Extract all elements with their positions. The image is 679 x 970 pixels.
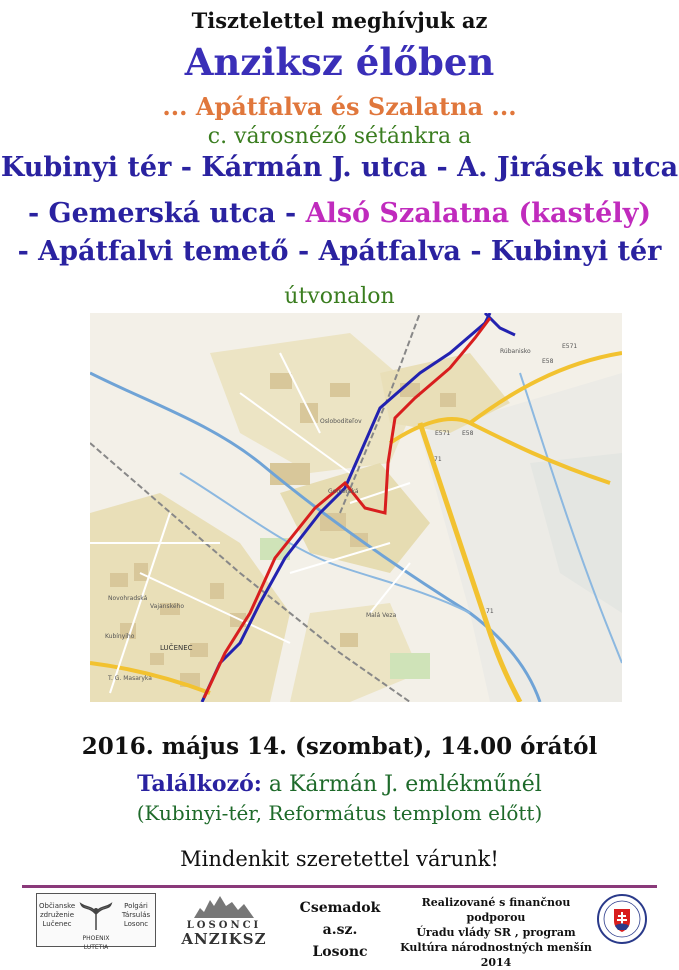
- map-label-e58-a: E58: [542, 358, 554, 365]
- map-label-lucenec: LUČENEC: [160, 644, 193, 652]
- funding-line-3: Kultúra národnostných menšín 2014: [400, 941, 592, 969]
- map-label-mala-veza: Malá Veza: [366, 612, 397, 619]
- map-label-rubanisko: Rúbanisko: [500, 348, 531, 355]
- map-label-kubinyiho: Kubínyiho: [105, 633, 135, 640]
- map-label-e571-b: E571: [435, 430, 451, 437]
- slovak-government-crest-icon: [596, 893, 648, 945]
- funding-line-2: Úradu vlády SR , program: [416, 926, 576, 939]
- map-label-e58-b: E58: [462, 430, 474, 437]
- meeting-label: Találkozó:: [137, 771, 262, 797]
- footer-divider: [22, 885, 657, 888]
- logo1-mid-text: PHOENIX LUTETIA: [82, 935, 110, 951]
- invitation-intro: Tisztelettel meghívjuk az: [191, 8, 488, 33]
- logo2-top-text: LOSONCI: [186, 920, 262, 931]
- map-label-gemerska: Gemerská: [328, 488, 359, 495]
- map-label-novohradska: Novohradská: [108, 595, 148, 602]
- funding-note: [398, 895, 594, 970]
- town-skyline-icon: [192, 892, 256, 920]
- meeting-place: a Kármán J. emlékműnél: [261, 772, 542, 797]
- route-map: [90, 313, 622, 702]
- map-label-71-a: 71: [434, 456, 442, 463]
- map-graphic: [90, 313, 622, 702]
- losonci-anziksz-logo: [178, 892, 270, 948]
- phoenix-bird-icon: [79, 900, 113, 934]
- organizer: [280, 897, 400, 963]
- route-line-1: Kubinyi tér - Kármán J. utca - A. Jirásek utca: [0, 152, 679, 183]
- phoenix-lutetia-logo: [36, 893, 156, 951]
- event-subtitle: ... Apátfalva és Szalatna ...: [162, 92, 517, 121]
- meeting-detail: (Kubinyi-tér, Református templom előtt): [136, 801, 543, 825]
- route-outro: útvonalon: [284, 284, 395, 309]
- event-title: Anziksz élőben: [184, 40, 495, 84]
- logo1-right-text: Polgári Társulás Losonc: [121, 902, 151, 928]
- organizer-city: Losonc: [312, 944, 368, 960]
- map-label-e571-a: E571: [562, 343, 578, 350]
- organizer-name: Csemadok a.sz.: [299, 900, 381, 938]
- map-label-71-b: 71: [486, 608, 494, 615]
- map-label-osloboditelov: Osloboditeľov: [320, 418, 362, 425]
- route-line-2-part-a: - Gemerská utca -: [27, 198, 306, 229]
- route-line-2-part-b: Alsó Szalatna (kastély): [305, 198, 652, 229]
- map-label-vajanskeho: Vajanského: [150, 603, 185, 610]
- funding-line-1: Realizované s finančnou podporou: [421, 896, 571, 924]
- welcome-message: Mindenkit szeretettel várunk!: [180, 847, 499, 871]
- logo1-left-text: Občianske združenie Lučenec: [39, 902, 76, 928]
- walk-intro: c. városnéző sétánkra a: [207, 124, 472, 149]
- route-line-2: [0, 198, 679, 229]
- meeting-point: [0, 771, 679, 797]
- map-label-masaryka: T. G. Masaryka: [108, 675, 152, 682]
- route-line-3: - Apátfalvi temető - Apátfalva - Kubinyi tér: [17, 236, 662, 267]
- logo2-bottom-text: ANZIKSZ: [181, 930, 267, 948]
- event-datetime: 2016. május 14. (szombat), 14.00 órától: [81, 733, 598, 760]
